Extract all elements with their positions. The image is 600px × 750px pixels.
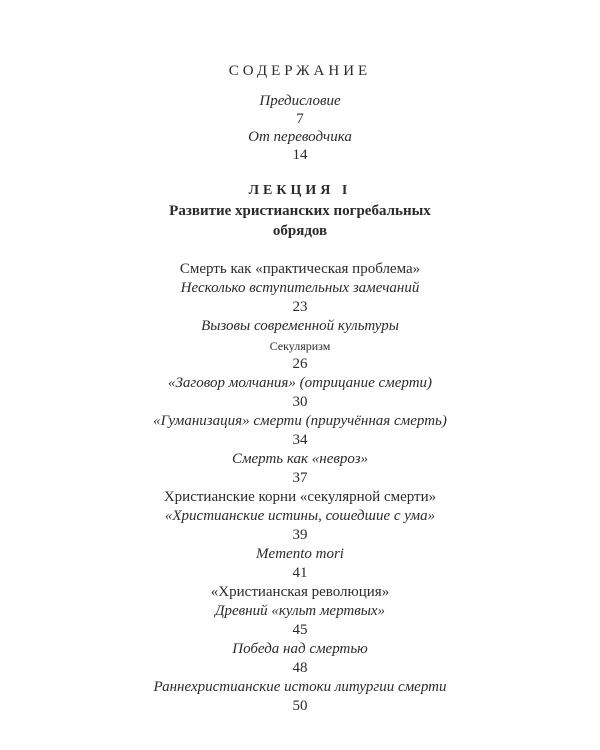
toc-entry: Смерть как «практическая проблема» — [179, 261, 421, 277]
toc-entry: Христианские корни «секулярной смерти» — [163, 489, 437, 505]
lecture-title-line2: обрядов — [272, 223, 328, 239]
toc-entry: Memento mori — [256, 546, 344, 562]
toc-page-number: 34 — [292, 432, 308, 448]
toc-entry: Несколько вступительных замечаний — [180, 280, 420, 296]
toc-page-number: 41 — [292, 565, 308, 581]
toc-page-number: 23 — [292, 299, 308, 315]
toc-entry: «Христианская революция» — [210, 584, 390, 600]
toc-page-number: 30 — [292, 394, 308, 410]
toc-entry: «Гуманизация» смерти (приручённая смерть) — [153, 413, 447, 429]
toc-entry-preface: Предисловие — [259, 93, 341, 109]
toc-entry: Победа над смертью — [232, 641, 368, 657]
toc-entry: «Заговор молчания» (отрицание смерти) — [167, 375, 433, 391]
toc-entry: Древний «культ мертвых» — [214, 603, 386, 619]
toc-page-number: 14 — [292, 147, 308, 163]
toc-page-number: 26 — [292, 356, 308, 372]
toc-page-number: 39 — [292, 527, 308, 543]
toc-entry: Секуляризм — [269, 339, 331, 353]
toc-entry: «Христианские истины, сошедшие с ума» — [164, 508, 436, 524]
toc-entry: Смерть как «невроз» — [231, 451, 369, 467]
toc-entry: Раннехристианские истоки литургии смерти — [153, 679, 447, 695]
toc-page-number: 7 — [296, 111, 304, 127]
toc-page-number: 48 — [292, 660, 308, 676]
toc-entry: Вызовы современной культуры — [201, 318, 399, 334]
toc-entry-translator: От переводчика — [248, 129, 352, 145]
toc-page-number: 50 — [292, 698, 308, 714]
toc-page-number: 37 — [292, 470, 308, 486]
lecture-title-line1: Развитие христианских погребальных — [169, 203, 431, 219]
toc-heading: СОДЕРЖАНИЕ — [228, 63, 372, 79]
lecture-label: ЛЕКЦИЯ I — [248, 183, 352, 198]
toc-page-number: 45 — [292, 622, 308, 638]
